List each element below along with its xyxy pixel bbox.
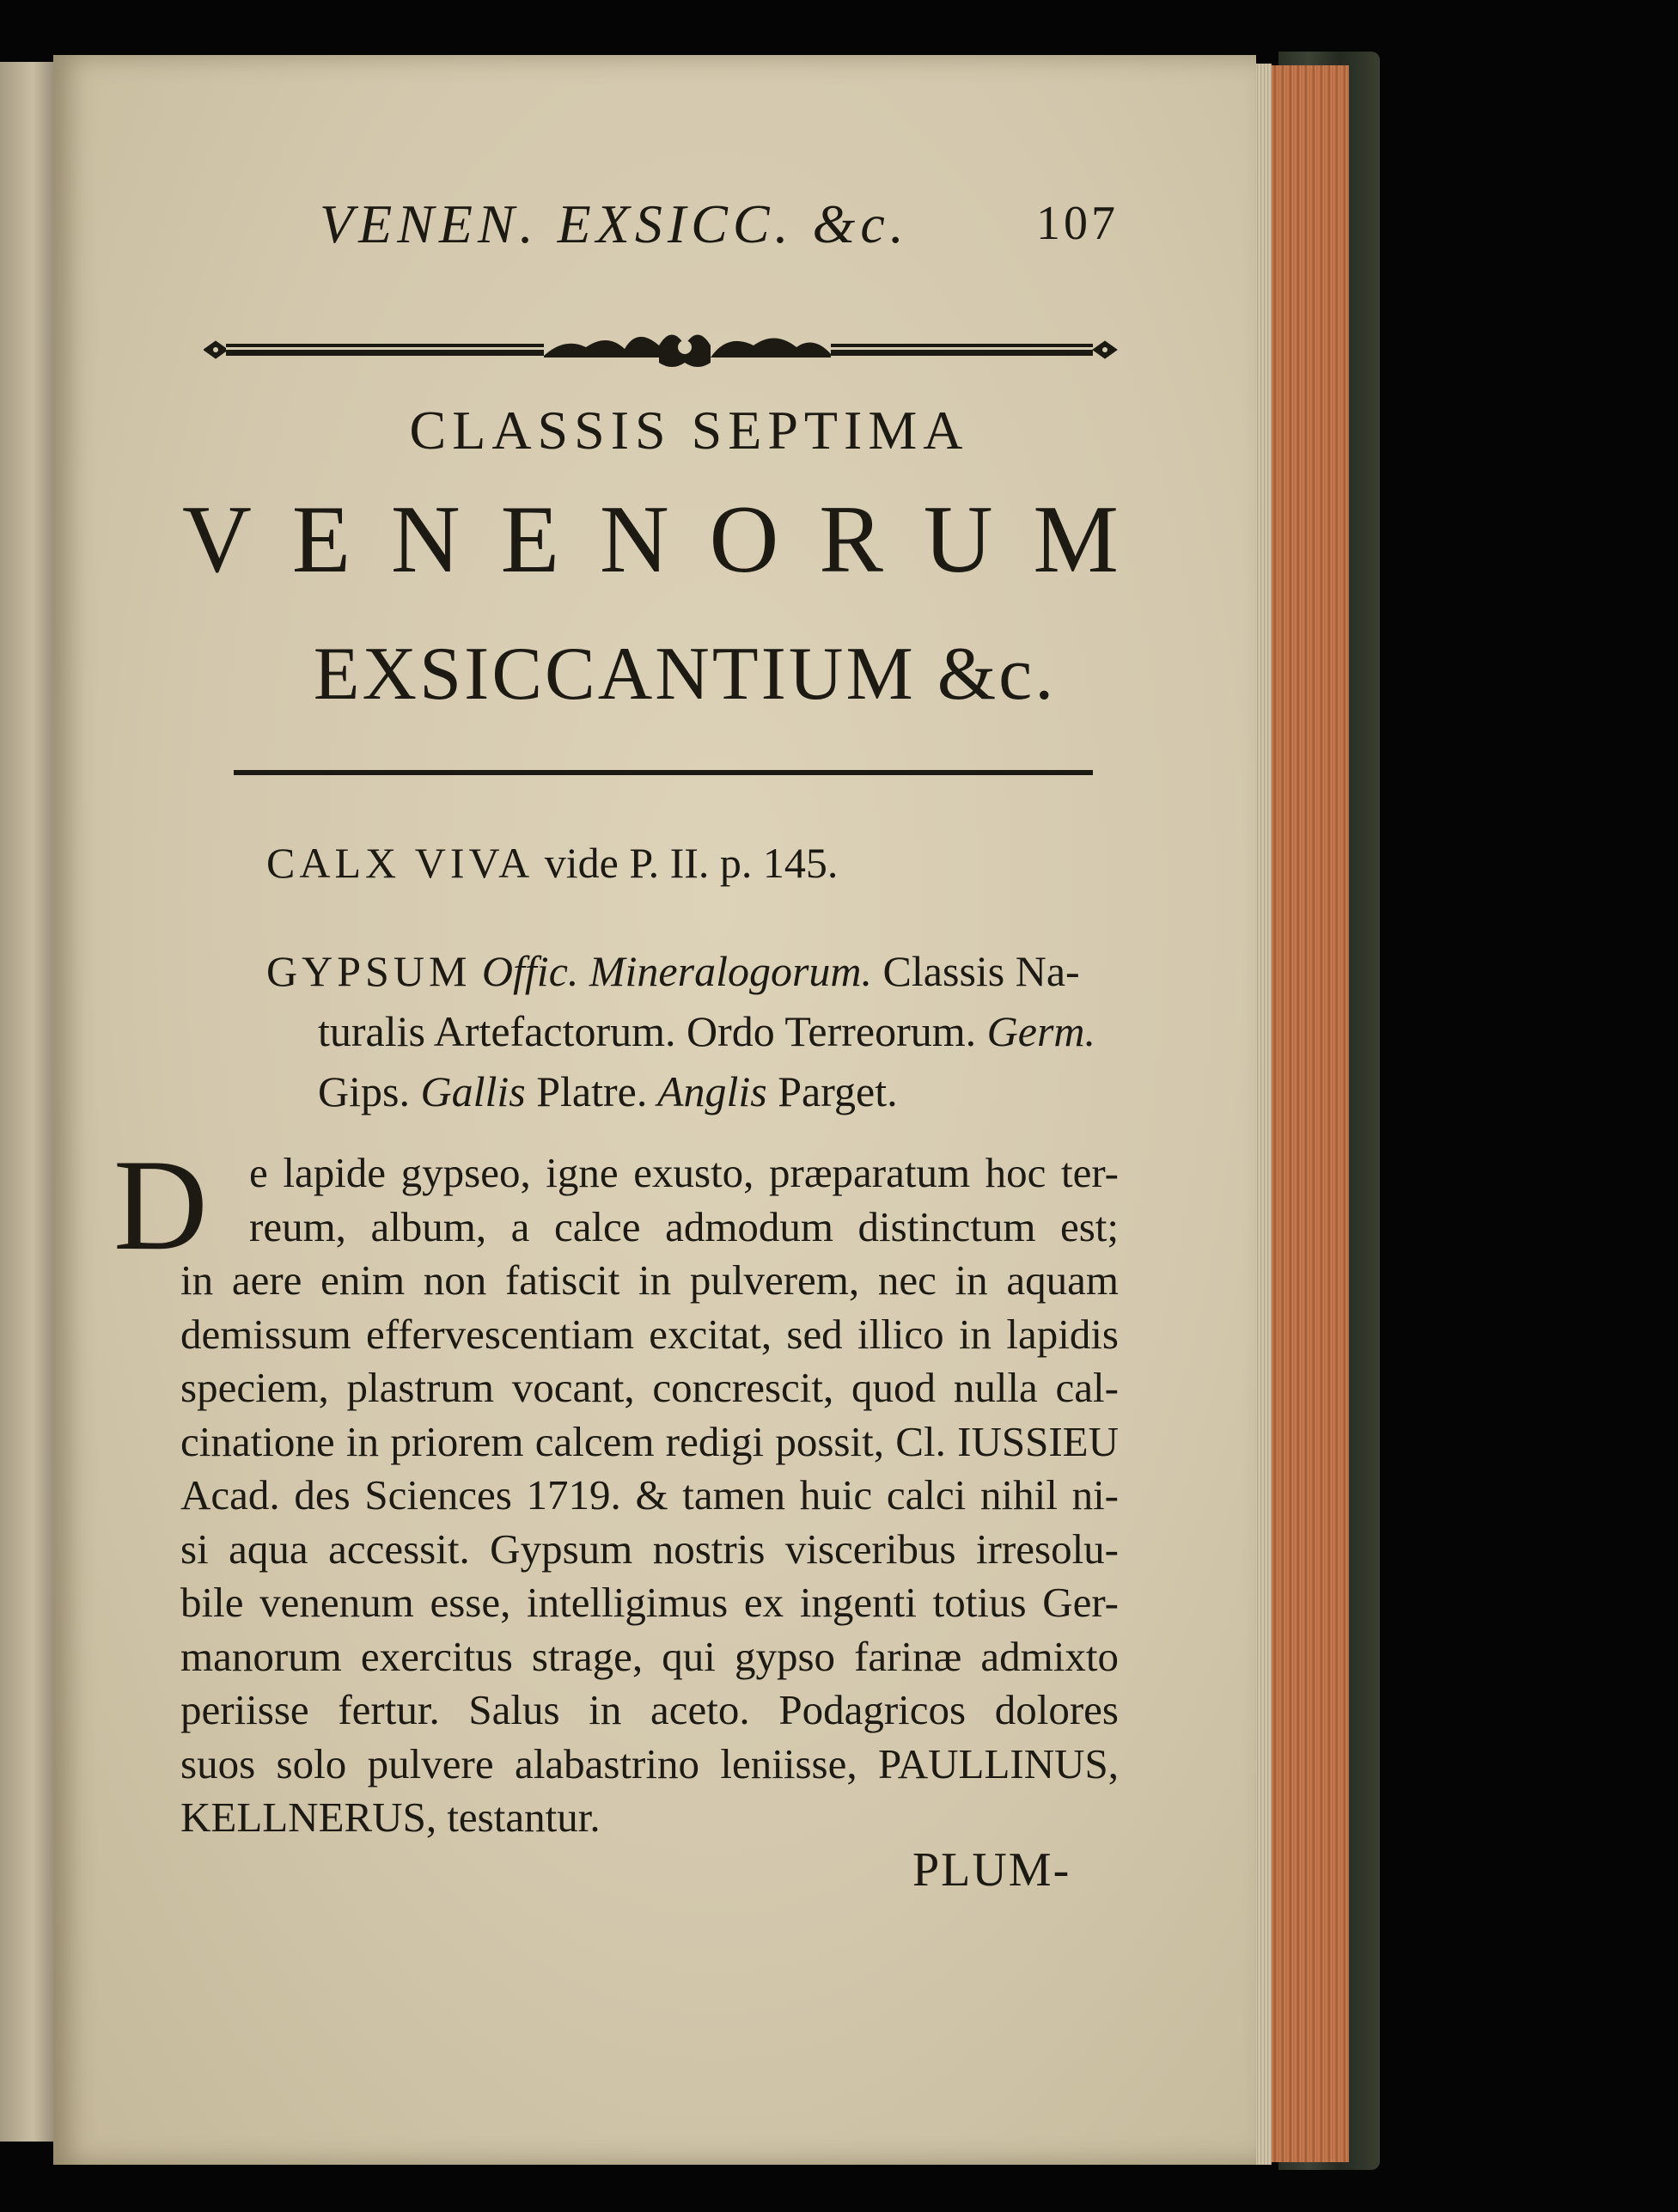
catchword: PLUM-: [912, 1843, 1071, 1897]
gypsum-entry-line-2: [318, 1000, 1095, 1062]
body-line: reum, album, a calce admodum distinctum est;: [249, 1202, 1119, 1250]
heading-letter: N: [599, 486, 669, 593]
gypsum-gips: Gips.: [318, 1067, 410, 1115]
left-facing-page-edge: [0, 62, 60, 2142]
heading-letter: M: [1033, 486, 1119, 593]
gypsum-entry-line-3: [318, 1060, 898, 1122]
running-head-title: VENEN. EXSICC. &c.: [320, 193, 909, 254]
gypsum-platre: Platre.: [525, 1067, 648, 1115]
exsiccantium-heading: EXSICCANTIUM &c.: [313, 632, 1057, 716]
heading-letter: U: [923, 486, 993, 593]
body-line: KELLNERUS, testantur.: [180, 1793, 601, 1841]
gypsum-parget: Parget.: [766, 1067, 898, 1115]
gypsum-gallis: Gallis: [409, 1067, 526, 1115]
body-line: speciem, plastrum vocant, concrescit, quod nulla cal-: [180, 1364, 1119, 1411]
heading-letter: V: [182, 486, 252, 593]
ornament-rule-icon: [204, 328, 1119, 371]
body-line: bile venenum esse, intelligimus ex ingenti totius Ger-: [180, 1579, 1119, 1626]
calx-reference: vide P. II. p. 145.: [534, 839, 839, 887]
gypsum-germ: Germ.: [976, 1007, 1096, 1055]
gypsum-classis: Classis Na-: [872, 947, 1080, 995]
body-line: in aere enim non fatiscit in pulverem, nec in aquam: [180, 1256, 1119, 1304]
venenorum-heading: [182, 485, 1119, 596]
body-line: si aqua accessit. Gypsum nostris visceribus irresolu-: [180, 1525, 1119, 1573]
gypsum-ordo: turalis Artefactorum. Ordo Terreorum.: [318, 1007, 977, 1055]
body-line: suos solo pulvere alabastrino leniisse, PAULLINUS,: [180, 1739, 1119, 1787]
heading-letter: E: [291, 486, 351, 593]
body-paragraph: [180, 1146, 1119, 1845]
heading-letter: N: [390, 486, 461, 593]
heading-letter: R: [819, 486, 883, 593]
gypsum-name: GYPSUM: [266, 947, 472, 995]
heading-letter: E: [500, 486, 560, 593]
drop-capital: D: [113, 1133, 208, 1277]
running-head: [320, 192, 1119, 270]
calx-name: CALX VIVA: [266, 839, 534, 887]
heading-rule: [234, 770, 1093, 775]
body-line: periisse fertur. Salus in aceto. Podagricos dolores: [180, 1686, 1119, 1733]
page-number: 107: [1036, 197, 1119, 250]
body-line: demissum effervescentiam excitat, sed illico in lapidis: [180, 1310, 1119, 1358]
gypsum-entry-line-1: [266, 940, 1080, 1002]
classis-heading: CLASSIS SEPTIMA: [409, 400, 969, 461]
gypsum-offic: Offic. Mineralogorum.: [471, 947, 873, 995]
body-line: cinatione in priorem calcem redigi possit, Cl. IUSSIEU: [180, 1417, 1119, 1465]
heading-letter: O: [709, 486, 779, 593]
book-page: [53, 55, 1256, 2165]
body-line: e lapide gypseo, igne exusto, præparatum hoc ter-: [249, 1149, 1119, 1196]
gypsum-anglis: Anglis: [647, 1067, 767, 1115]
body-line: Acad. des Sciences 1719. & tamen huic calci nihil ni-: [180, 1471, 1119, 1518]
body-line: manorum exercitus strage, qui gypso farinæ admixto: [180, 1632, 1119, 1680]
calx-viva-entry: [266, 832, 838, 894]
